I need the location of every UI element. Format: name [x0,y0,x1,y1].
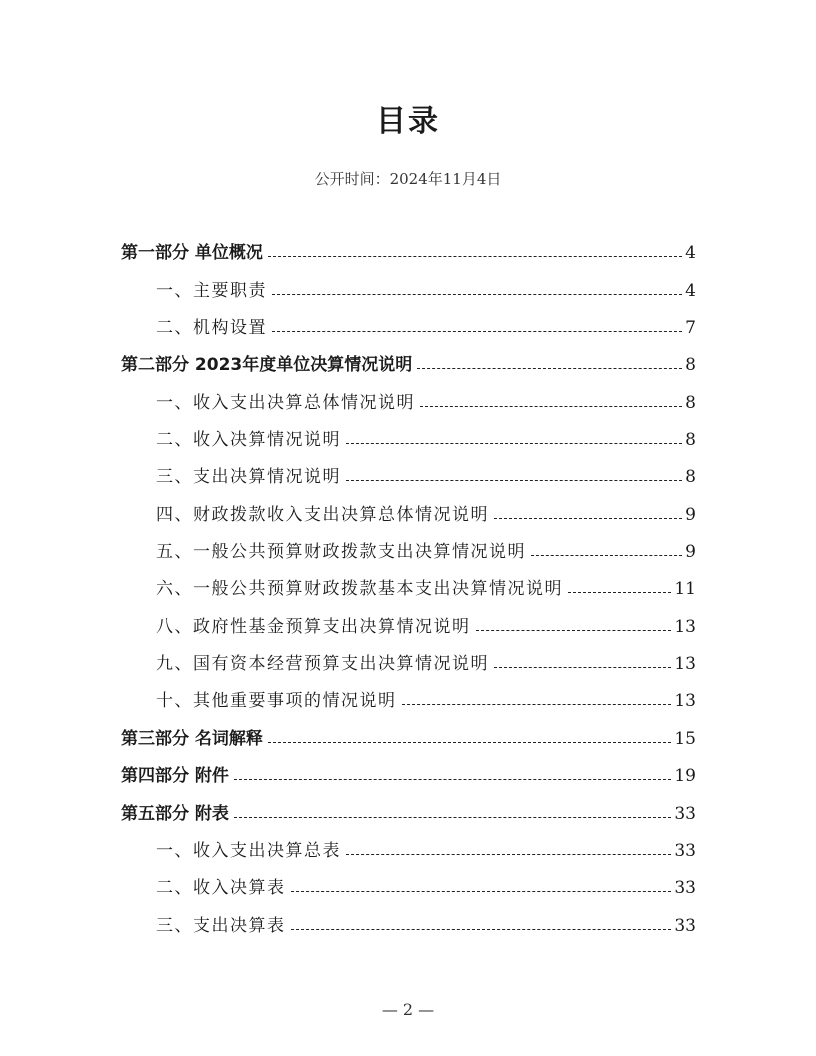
toc-leader-line [420,406,682,407]
toc-entry-title: 四、财政拨款收入支出决算总体情况说明 [156,504,489,525]
toc-leader-line [346,443,682,444]
publish-date: 公开时间：2024年11月4日 [314,170,502,188]
toc-entry-title: 九、国有资本经营预算支出决算情况说明 [156,654,489,675]
toc-leader-line [291,891,672,892]
toc-leader-line [346,854,671,855]
toc-entry-page: 13 [674,616,696,637]
toc-entry[interactable] [121,491,696,528]
toc-entry[interactable] [121,342,696,379]
toc-leader-line [476,630,672,631]
toc-entry-page: 11 [674,579,696,600]
toc-entry-page: 8 [685,392,696,413]
toc-entry[interactable] [121,379,696,416]
toc-entry-page: 4 [685,280,696,301]
toc-leader-line [568,592,671,593]
toc-entry[interactable] [121,566,696,603]
toc-entry-title: 第四部分 附件 [121,766,229,787]
toc-entry[interactable] [121,454,696,491]
toc-entry[interactable] [121,715,696,752]
toc-leader-line [291,929,672,930]
table-of-contents [121,230,696,940]
toc-entry[interactable] [121,305,696,342]
toc-entry-title: 第五部分 附表 [121,803,229,824]
toc-entry-title: 六、一般公共预算财政拨款基本支出决算情况说明 [156,579,563,600]
toc-entry-page: 8 [685,467,696,488]
toc-entry-title: 二、机构设置 [156,318,267,339]
toc-entry-page: 8 [685,355,696,376]
toc-entry-title: 八、政府性基金预算支出决算情况说明 [156,616,471,637]
toc-entry[interactable] [121,790,696,827]
toc-entry-page: 7 [685,318,696,339]
toc-leader-line [494,667,671,668]
toc-entry[interactable] [121,529,696,566]
toc-entry[interactable] [121,603,696,640]
page-title: 目录 [376,104,440,139]
toc-entry-page: 33 [674,915,696,936]
toc-leader-line [234,817,671,818]
toc-entry-title: 一、收入支出决算总表 [156,840,341,861]
toc-entry-page: 8 [685,430,696,451]
toc-entry-page: 15 [674,728,696,749]
toc-entry[interactable] [121,417,696,454]
toc-leader-line [234,779,671,780]
toc-entry[interactable] [121,678,696,715]
toc-entry-title: 二、收入决算情况说明 [156,430,341,451]
toc-entry-page: 13 [674,654,696,675]
toc-entry[interactable] [121,267,696,304]
toc-entry-page: 9 [685,504,696,525]
toc-leader-line [402,704,672,705]
toc-entry-title: 第一部分 单位概况 [121,243,263,264]
toc-entry-page: 4 [685,243,696,264]
toc-entry[interactable] [121,902,696,939]
toc-entry-title: 三、支出决算表 [156,915,286,936]
toc-leader-line [268,256,682,257]
toc-entry-title: 第二部分 2023年度单位决算情况说明 [121,355,413,376]
toc-entry[interactable] [121,865,696,902]
toc-leader-line [272,331,682,332]
toc-entry-title: 五、一般公共预算财政拨款支出决算情况说明 [156,542,526,563]
toc-leader-line [531,555,682,556]
toc-entry-page: 33 [674,840,696,861]
toc-entry-page: 9 [685,542,696,563]
toc-entry-title: 一、主要职责 [156,280,267,301]
toc-entry-title: 一、收入支出决算总体情况说明 [156,392,415,413]
toc-entry-page: 13 [674,691,696,712]
toc-entry-title: 十、其他重要事项的情况说明 [156,691,397,712]
toc-entry-page: 33 [674,878,696,899]
toc-entry[interactable] [121,828,696,865]
toc-leader-line [272,294,682,295]
toc-leader-line [346,480,682,481]
toc-leader-line [417,368,682,369]
toc-entry[interactable] [121,753,696,790]
toc-entry-page: 19 [674,766,696,787]
toc-entry-title: 三、支出决算情况说明 [156,467,341,488]
page-number: — 2 — [381,1000,435,1019]
toc-leader-line [268,742,671,743]
toc-entry-page: 33 [674,803,696,824]
toc-entry-title: 第三部分 名词解释 [121,728,263,749]
toc-entry[interactable] [121,641,696,678]
toc-entry-title: 二、收入决算表 [156,878,286,899]
toc-leader-line [494,518,682,519]
toc-entry[interactable] [121,230,696,267]
